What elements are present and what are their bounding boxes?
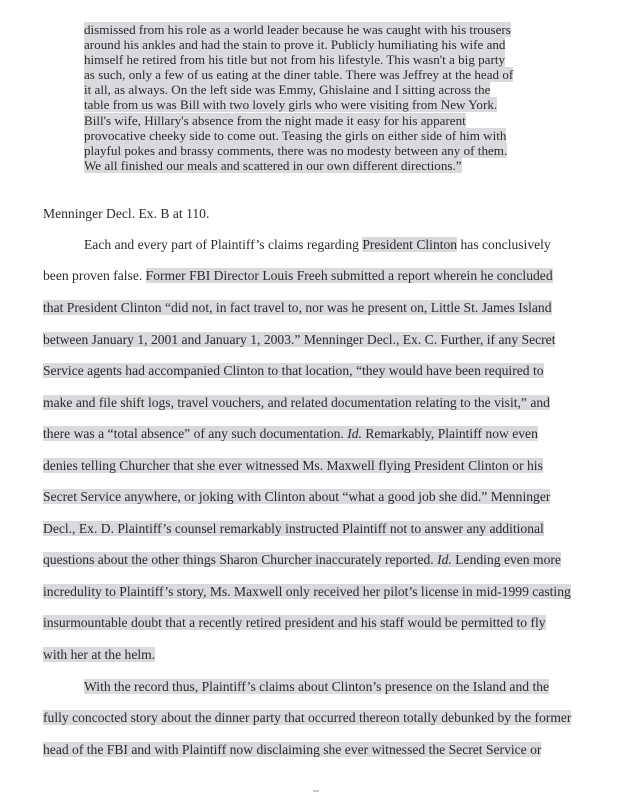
paragraph-line[interactable] — [43, 742, 541, 758]
quote-line-text[interactable]: himself he retired from his title but not from his lifestyle. This wasn't a big party — [84, 52, 506, 68]
highlighted-text[interactable]: Secret Service anywhere, or joking with Clinton about “what a good job she did.” Menninger — [43, 489, 551, 504]
page-number-mark — [313, 790, 319, 792]
highlighted-text[interactable]: with her at the helm. — [43, 647, 156, 662]
quote-line[interactable] — [84, 158, 554, 173]
paragraph-line[interactable] — [43, 332, 555, 348]
quote-line[interactable] — [84, 143, 554, 158]
highlighted-text[interactable]: make and file shift logs, travel vouchers, and related documentation relating to the visit,” and — [43, 395, 550, 410]
paragraph-line[interactable] — [43, 489, 550, 505]
quote-line[interactable] — [84, 52, 554, 67]
quote-line-text[interactable]: Bill's wife, Hillary's absence from the night made it easy for his apparent — [84, 112, 466, 128]
quote-line[interactable] — [84, 67, 554, 82]
quote-line-text[interactable]: dismissed from his role as a world leader because he was caught with his trousers — [84, 22, 511, 37]
highlighted-text[interactable]: insurmountable doubt that a recently retired president and his staff would be permitted to fly — [43, 615, 546, 630]
id-citation[interactable]: Id. — [437, 552, 452, 567]
highlighted-text[interactable]: between January 1, 2001 and January 1, 2003.” Menninger Decl., Ex. C. Further, if any Secret — [43, 332, 556, 347]
paragraph-line[interactable] — [43, 521, 544, 537]
paragraph-line[interactable] — [43, 615, 546, 631]
highlighted-text[interactable]: With the record thus, Plaintiff’s claims about Clinton’s presence on the Island and the — [84, 679, 550, 694]
text-run[interactable]: has conclusively — [457, 237, 551, 252]
highlighted-text[interactable]: Decl., Ex. D. Plaintiff’s counsel remarkably instructed Plaintiff not to answer any additional — [43, 521, 544, 536]
text-run[interactable]: been proven false. — [43, 268, 146, 283]
id-citation[interactable]: Id. — [347, 426, 362, 441]
quote-line[interactable] — [84, 22, 554, 37]
paragraph-line[interactable] — [43, 395, 550, 411]
quote-line-text[interactable]: table from us was Bill with two lovely girls who were visiting from New York. — [84, 97, 498, 113]
citation[interactable]: Menninger Decl. Ex. B at 110. — [43, 206, 210, 221]
quote-line-text[interactable]: around his ankles and had the stain to prove it. Publicly humiliating his wife and — [84, 37, 506, 53]
highlighted-text[interactable]: that President Clinton “did not, in fact travel to, nor was he present on, Little St. James Island — [43, 300, 552, 315]
paragraph-line[interactable] — [84, 237, 551, 253]
highlighted-text[interactable] — [43, 552, 561, 567]
paragraph-line[interactable] — [43, 363, 544, 379]
quote-line[interactable] — [84, 113, 554, 128]
text-run[interactable]: questions about the other things Sharon Churcher inaccurately reported. — [43, 552, 438, 567]
highlighted-text[interactable]: fully concocted story about the dinner party that occurred thereon totally debunked by the former — [43, 710, 572, 725]
paragraph-line[interactable] — [43, 458, 543, 474]
highlighted-text[interactable]: head of the FBI and with Plaintiff now disclaiming she ever witnessed the Secret Service or — [43, 742, 542, 757]
paragraph-line[interactable] — [43, 268, 553, 284]
quote-line[interactable] — [84, 128, 554, 143]
highlighted-text[interactable]: President Clinton — [362, 237, 458, 252]
paragraph-line[interactable] — [43, 426, 538, 442]
quote-line[interactable] — [84, 37, 554, 52]
quote-line-text[interactable]: as such, only a few of us eating at the diner table. There was Jeffrey at the head of — [84, 67, 514, 83]
highlighted-text[interactable]: Service agents had accompanied Clinton to that location, “they would have been required to — [43, 363, 544, 378]
quote-line-text[interactable]: We all finished our meals and scattered in our own different directions.” — [84, 157, 462, 173]
text-run[interactable]: Each and every part of Plaintiff’s claims regarding — [84, 237, 363, 252]
highlighted-text[interactable]: denies telling Churcher that she ever witnessed Ms. Maxwell flying President Clinton or his — [43, 458, 543, 473]
paragraph-line[interactable] — [43, 300, 552, 316]
text-run[interactable]: Remarkably, Plaintiff now even — [361, 426, 538, 441]
paragraph-line[interactable] — [43, 584, 571, 600]
highlighted-text[interactable]: Former FBI Director Louis Freeh submitted a report wherein he concluded — [145, 268, 553, 283]
highlighted-text[interactable]: incredulity to Plaintiff’s story, Ms. Maxwell only received her pilot’s license in mid-1999 casting — [43, 584, 571, 599]
text-run[interactable]: Lending even more — [451, 552, 561, 567]
quote-line-text[interactable]: playful pokes and brassy comments, there was no modesty between any of them. — [84, 142, 508, 158]
highlighted-text[interactable] — [43, 426, 538, 441]
paragraph-line[interactable] — [43, 647, 155, 663]
quote-line-text[interactable]: provocative cheeky side to come out. Teasing the girls on either side of him with — [84, 127, 507, 143]
paragraph-line[interactable] — [43, 552, 561, 568]
text-run[interactable]: there was a “total absence” of any such documentation. — [43, 426, 348, 441]
quote-line-text[interactable]: it all, as always. On the left side was Emmy, Ghislaine and I sitting across the — [84, 82, 491, 98]
block-quote — [84, 22, 554, 173]
paragraph-line[interactable] — [84, 679, 549, 695]
quote-line[interactable] — [84, 97, 554, 112]
paragraph-line[interactable] — [43, 710, 571, 726]
quote-line[interactable] — [84, 82, 554, 97]
